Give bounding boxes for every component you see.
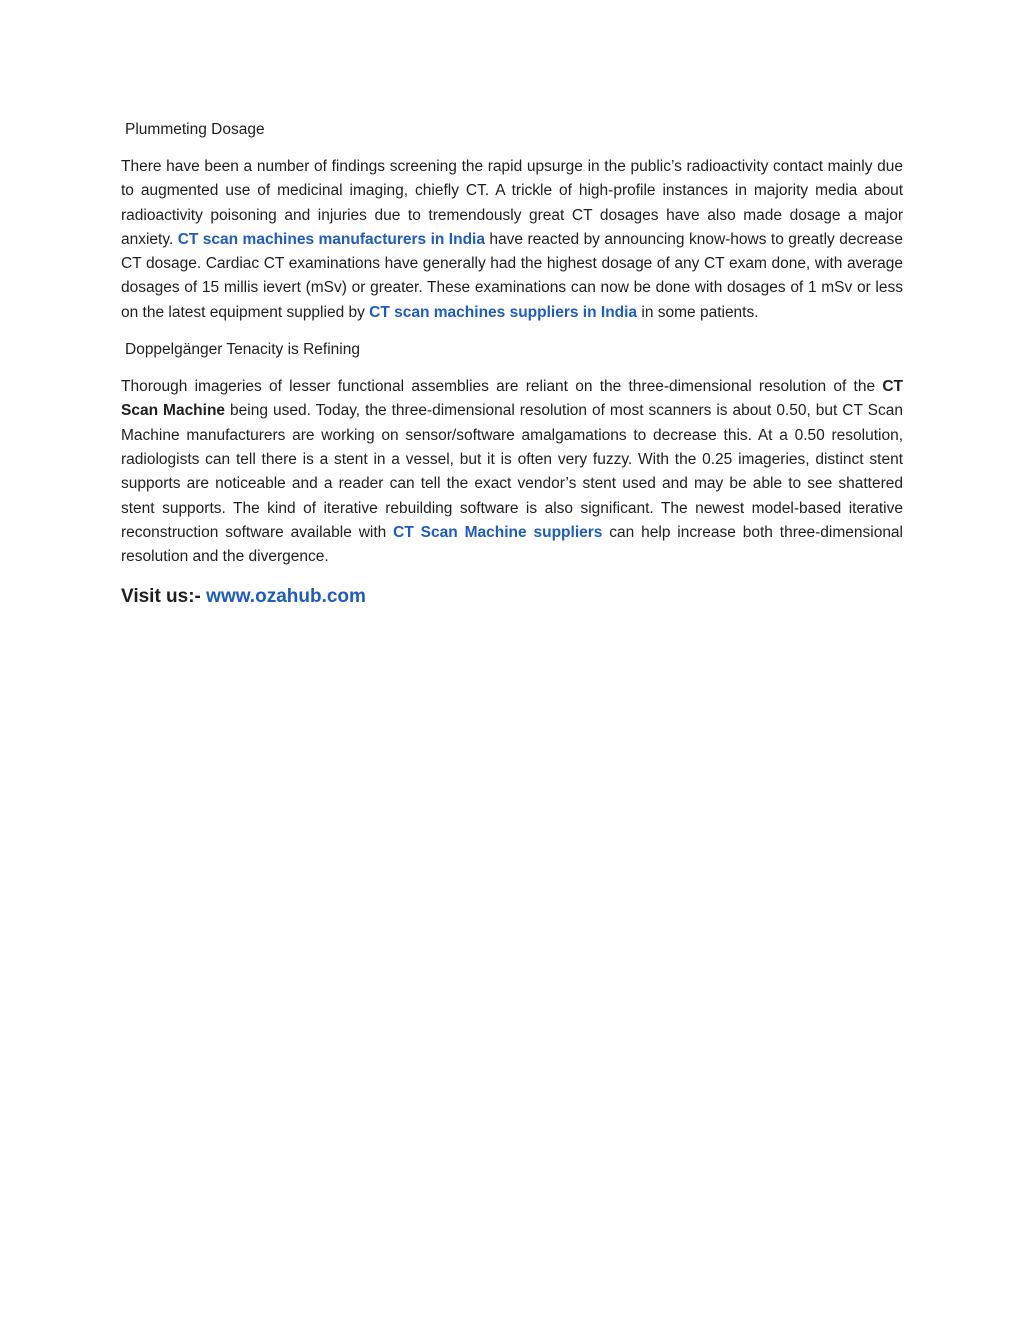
paragraph-text: in some patients.	[637, 303, 759, 321]
paragraph-resolution	[121, 375, 903, 569]
section-heading-plummeting-dosage: Plummeting Dosage	[125, 121, 265, 138]
paragraph-dosage	[121, 155, 903, 325]
paragraph-text: being used. Today, the three-dimensional resolution of most scanners is about 0.50, but CT Scan Machine manufacturers are working on sensor/software amalgamations to decrease this. At a 0.50 resolution, radiologists can tell there is a stent in a vessel, but it is often very fuzzy. With the 0.25 imageries, distinct stent supports are noticeable and a reader can tell the exact vendor’s stent used and may be able to see shattered stent supports. The kind of iterative rebuilding software is also significant. The newest model-based iterative reconstruction software available with	[121, 402, 903, 541]
visit-label: Visit us:-	[121, 586, 207, 608]
bold-ct-scan-machine: CT Scan Machine	[121, 378, 903, 420]
section-heading-doppelganger-tenacity: Doppelgänger Tenacity is Refining	[125, 341, 360, 359]
link-ct-manufacturers-india[interactable]: CT scan machines manufacturers in India	[177, 230, 485, 248]
paragraph-text: can help increase both three-dimensional resolution and the divergence.	[121, 523, 903, 566]
paragraph-text: have reacted by announcing know-hows to greatly decrease CT dosage. Cardiac CT examinations have generally had the highest dosage of any CT exam done, with average dosages of 15 millis ievert (mSv) or greater. These examinations can now be done with dosages of 1 mSv or less on the latest equipment supplied by	[121, 230, 903, 321]
document-page	[121, 118, 903, 611]
paragraph-text: There have been a number of findings screening the rapid upsurge in the public’s radioactivity contact mainly due to augmented use of medicinal imaging, chiefly CT. A trickle of high-profile instances in majority media about radioactivity poisoning and injuries due to tremendously great CT dosages have also made dosage a major anxiety.	[121, 158, 903, 248]
link-ct-scan-machine-suppliers[interactable]: CT Scan Machine suppliers	[393, 523, 603, 541]
website-link[interactable]: www.ozahub.com	[206, 586, 366, 608]
visit-us-line	[121, 583, 903, 611]
paragraph-text: Thorough imageries of lesser functional assemblies are reliant on the three-dimensional resolution of the	[121, 378, 883, 396]
link-ct-suppliers-india[interactable]: CT scan machines suppliers in India	[369, 303, 638, 321]
